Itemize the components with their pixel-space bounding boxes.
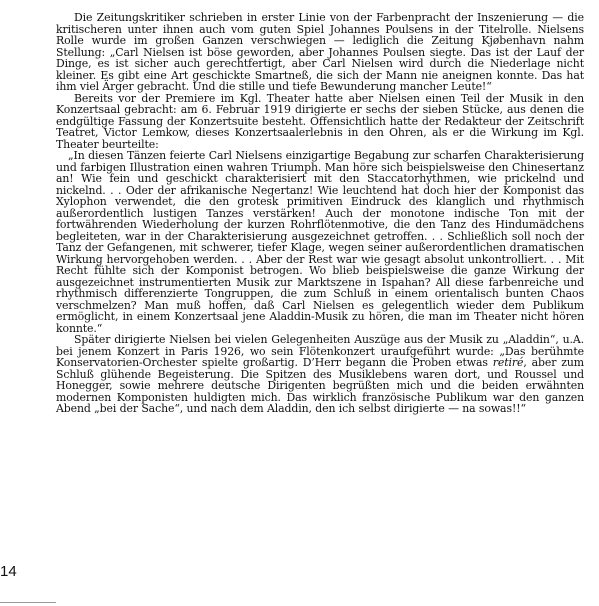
italic-word-retire: retiré <box>492 356 524 369</box>
paragraph-paris-concert <box>56 334 584 415</box>
paragraph-concert-premiere: Bereits vor der Premiere im Kgl. Theater hatte aber Nielsen einen Teil der Musik in den Konzertsaal gebracht: am 6. Februar 1919 dirigierte er sechs der sieben Stücke, aus denen die endgültige Fassung der Konzertsuite besteht. Offensichtlich hatte der Redakteur der Zeitschrift Teatret, Victor Lemkow, dieses Konzertsaalerlebnis in den Ohren, als er die Wirkung im Kgl. Theater beurteilte: <box>56 91 584 151</box>
paris-text-after: , aber zum Schluß glühende Begeisterung. Die Spitzen des Musiklebens waren dort, und Roussel und Honegger, sowie mehrere deutsche Dirigenten begrüßten mich und die beiden erwähnten modernen Komponisten huldigten mich. Das wirklich französische Publikum war den ganzen Abend „bei der Sache“, und nach dem Aladdin, den ich selbst dirigierte — na sowas!!“ <box>56 356 584 415</box>
body-text <box>56 12 584 415</box>
paragraph-lemkow-quote: „In diesen Tänzen feierte Carl Nielsens einzigartige Begabung zur scharfen Charakterisierung und farbigen Illustration einen wahren Triumph. Man höre sich beispielsweise den Chinesertanz an! Wie fein und geschickt charakterisiert mit den Staccatorhythmen, wie prickelnd und nickelnd. . . Oder der afrikanische Negertanz! Wie leuchtend hat doch hier der Komponist das Xylophon verwendet, die den grotesk primitiven Eindruck des klanglich und rhythmisch außerordentlich lustigen Tanzes verstärken! Auch der monotone indische Ton mit der fortwährenden Wiederholung der kurzen Rohrflötenmotive, die den Tanz des Hindumädchens begleiteten, war in der Charakterisierung ausgezeichnet getroffen. . . Schließlich soll noch der Tanz der Gefangenen, mit schwerer, tiefer Klage, wegen seiner außerordentlichen dramatischen Wirkung hervorgehoben werden. . . Aber der Rest war wie gesagt absolut unkontrolliert. . . Mit Recht fühlte sich der Komponist betrogen. Wo blieb beispielsweise die ganze Wirkung der ausgezeichnet instrumentierten Musik zur Marktszene in Ispahan? All diese farbenreiche und rhythmisch differenzierte Tongruppen, die zum Schluß in einem orientalisch bunten Chaos verschmelzen? Man muß hoffen, daß Carl Nielsen es gelegentlich wieder dem Publikum ermöglicht, in einem Konzertsaal jene Aladdin-Musik zu hören, die man im Theater nicht hören konnte.“ <box>56 149 584 335</box>
paris-text-before: Später dirigierte Nielsen bei vielen Gelegenheiten Auszüge aus der Musik zu „Aladdin“, u.A. bei jenem Konzert in Paris 1926, wo sein Flötenkonzert uraufgeführt wurde: „Das berühmte Konservatorien-Orchester spielte großartig. D’Herr begann die Proben etwas <box>56 333 584 369</box>
paragraph-reviews: Die Zeitungskritiker schrieben in erster Linie von der Farbenpracht der Inszenierung — die kritischeren unter ihnen auch vom guten Spiel Johannes Poulsens in der Titelrolle. Nielsens Rolle wurde im großen Ganzen verschwiegen — lediglich die Zeitung Kjøbenhavn nahm Stellung: „Carl Nielsen ist böse geworden, aber Johannes Poulsen siegte. Das ist der Lauf der Dinge, es ist sicher auch gerechtfertigt, aber Carl Nielsen wird durch die Niederlage nicht kleiner. Es gibt eine Art geschickte Smartneß, die sich der Mann nie aneignen konnte. Das hat ihm viel Ärger gebracht. Und die stille und tiefe Bewunderung mancher Leute!“ <box>56 11 584 93</box>
bottom-rule <box>0 602 56 603</box>
page-number: 14 <box>0 563 17 580</box>
